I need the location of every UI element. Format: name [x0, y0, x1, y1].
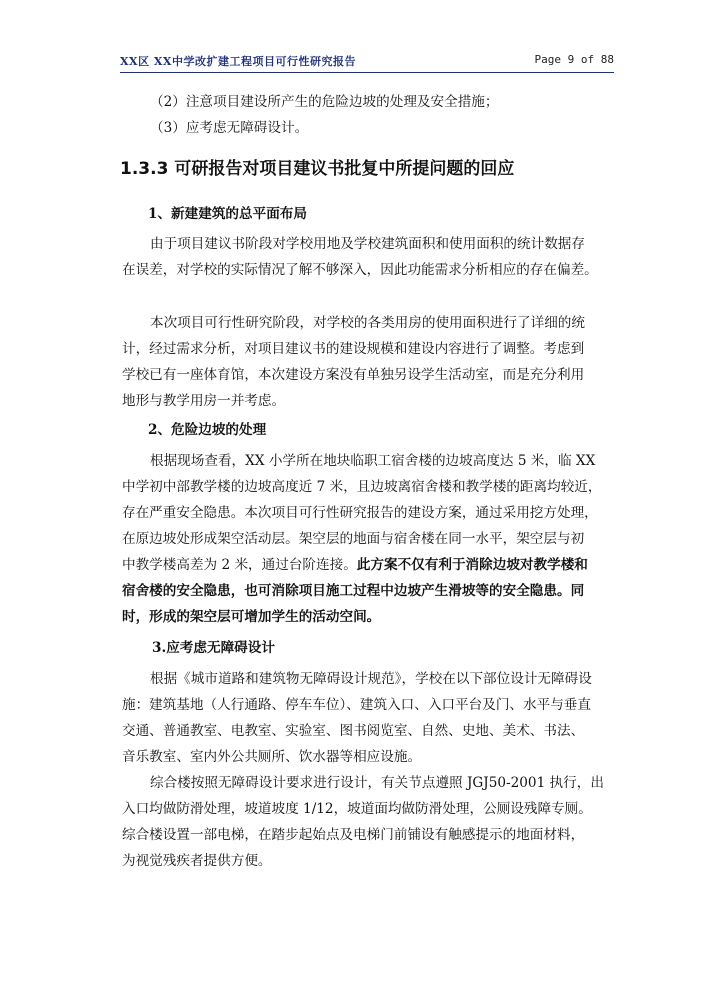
sub2-line-5 [122, 555, 588, 575]
sub2-line-4: 在原边坡处形成架空活动层。架空层的地面与宿舍楼在同一水平，架空层与初 [122, 531, 585, 547]
sub3-para1-line-1: 根据《城市道路和建筑物无障碍设计规范》，学校在以下部位设计无障碍设 [150, 671, 592, 687]
sub3-para2-line-2: 入口均做防滑处理，坡道坡度 1/12，坡道面均做防滑处理，公厕设残障专厕。 [122, 801, 592, 817]
sub1-para2-line-4: 地形与教学用房一并考虑。 [122, 393, 286, 409]
sub1-para2-line-2: 计，经过需求分析，对项目建议书的建设规模和建设内容进行了调整。考虑到 [122, 341, 585, 357]
subsection-2-title: 2、危险边坡的处理 [148, 422, 267, 438]
sub3-para2-line-4: 为视觉残疾者提供方便。 [122, 853, 272, 869]
sub3-para1-line-3: 交通、普通教室、电教室、实验室、图书阅览室、自然、史地、美术、书法、 [122, 723, 585, 739]
subsection-1-title: 1、新建建筑的总平面布局 [148, 206, 307, 222]
page-header [120, 50, 614, 73]
sub2-line-2: 中学初中部教学楼的边坡高度近 7 米，且边坡离宿舍楼和教学楼的距离均较近， [122, 479, 602, 495]
sub2-line-5-normal: 中教学楼高差为 2 米，通过台阶连接。 [122, 557, 357, 573]
sub1-para1-line-2: 在误差，对学校的实际情况了解不够深入，因此功能需求分析相应的存在偏差。 [122, 262, 598, 278]
intro-line-2: （3）应考虑无障碍设计。 [150, 120, 309, 136]
sub2-bold-line-2: 时，形成的架空层可增加学生的活动空间。 [122, 609, 381, 625]
sub2-line-1: 根据现场查看，XX 小学所在地块临职工宿舍楼的边坡高度达 5 米，临 XX [150, 453, 596, 469]
sub1-para1-line-1: 由于项目建议书阶段对学校用地及学校建筑面积和使用面积的统计数据存 [150, 236, 585, 252]
page-number: Page 9 of 88 [534, 53, 614, 66]
subsection-3-title: 3.应考虑无障碍设计 [152, 640, 275, 656]
sub2-line-5-bold: 此方案不仅有利于消除边坡对教学楼和 [356, 557, 588, 573]
sub3-para1-line-2: 施：建筑基地（人行通路、停车车位）、建筑入口、入口平台及门、水平与垂直 [122, 697, 591, 713]
sub2-bold-line-1: 宿舍楼的安全隐患，也可消除项目施工过程中边坡产生滑坡等的安全隐患。同 [122, 583, 585, 599]
header-title: XX区 XX中学改扩建工程项目可行性研究报告 [120, 55, 356, 68]
sub2-line-3: 存在严重安全隐患。本次项目可行性研究报告的建设方案，通过采用挖方处理， [122, 505, 598, 521]
section-heading: 1.3.3 可研报告对项目建议书批复中所提问题的回应 [120, 159, 515, 179]
sub3-para2-line-3: 综合楼设置一部电梯，在踏步起始点及电梯门前铺设有触感提示的地面材料， [122, 827, 585, 843]
sub1-para2-line-1: 本次项目可行性研究阶段，对学校的各类用房的使用面积进行了详细的统 [150, 315, 585, 331]
intro-line-1: （2）注意项目建设所产生的危险边坡的处理及安全措施； [150, 94, 499, 110]
sub3-para1-line-4: 音乐教室、室内外公共厕所、饮水器等相应设施。 [122, 749, 422, 765]
sub3-para2-line-1: 综合楼按照无障碍设计要求进行设计，有关节点遵照 JGJ50-2001 执行，出 [150, 775, 604, 791]
sub1-para2-line-3: 学校已有一座体育馆，本次建设方案没有单独另设学生活动室，而是充分利用 [122, 367, 585, 383]
